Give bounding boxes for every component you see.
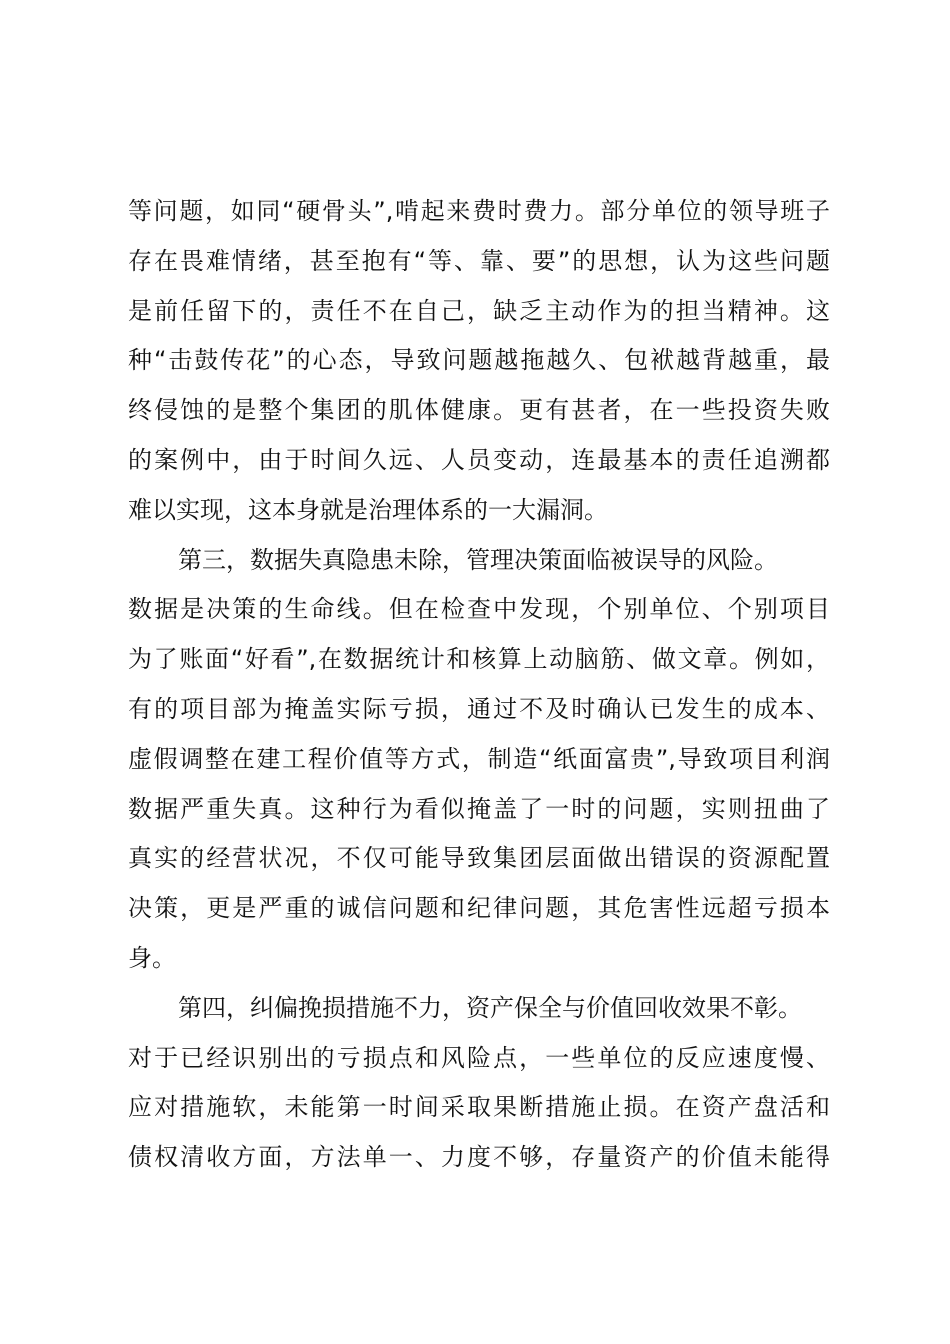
text-line: 应对措施软，未能第一时间采取果断措施止损。在资产盘活和 [128,1093,830,1122]
text-line: 身。 [128,943,176,972]
text-line: 存在畏难情绪，甚至抱有“等、靠、要”的思想，认为这些问题 [128,246,830,275]
text-line: 数据严重失真。这种行为看似掩盖了一时的问题，实则扭曲了 [128,794,830,823]
text-line: 等问题，如同“硬骨头”,啃起来费时费力。部分单位的领导班子 [128,197,830,225]
text-line: 数据是决策的生命线。但在检查中发现，个别单位、个别项目 [128,595,830,624]
paragraph-heading-third: 第三，数据失真隐患未除，管理决策面临被误导的风险。 [178,545,778,574]
text-line: 真实的经营状况，不仅可能导致集团层面做出错误的资源配置 [128,844,830,873]
text-line: 虚假调整在建工程价值等方式，制造“纸面富贵”,导致项目利润 [128,744,830,773]
text-line: 终侵蚀的是整个集团的肌体健康。更有甚者，在一些投资失败 [128,396,830,425]
paragraph-heading-fourth: 第四，纠偏挽损措施不力，资产保全与价值回收效果不彰。 [178,993,802,1022]
text-line: 为了账面“好看”,在数据统计和核算上动脑筋、做文章。例如， [128,645,830,674]
text-line: 有的项目部为掩盖实际亏损，通过不及时确认已发生的成本、 [128,694,830,723]
text-line: 对于已经识别出的亏损点和风险点，一些单位的反应速度慢、 [128,1043,830,1072]
document-body [128,187,830,1183]
text-line: 的案例中，由于时间久远、人员变动，连最基本的责任追溯都 [128,445,830,474]
text-line: 难以实现，这本身就是治理体系的一大漏洞。 [128,495,608,524]
text-line: 是前任留下的，责任不在自己，缺乏主动作为的担当精神。这 [128,296,830,325]
text-line: 种“击鼓传花”的心态，导致问题越拖越久、包袱越背越重，最 [128,346,830,375]
text-line: 决策，更是严重的诚信问题和纪律问题，其危害性远超亏损本 [128,894,830,923]
text-line: 债权清收方面，方法单一、力度不够，存量资产的价值未能得 [128,1143,830,1172]
